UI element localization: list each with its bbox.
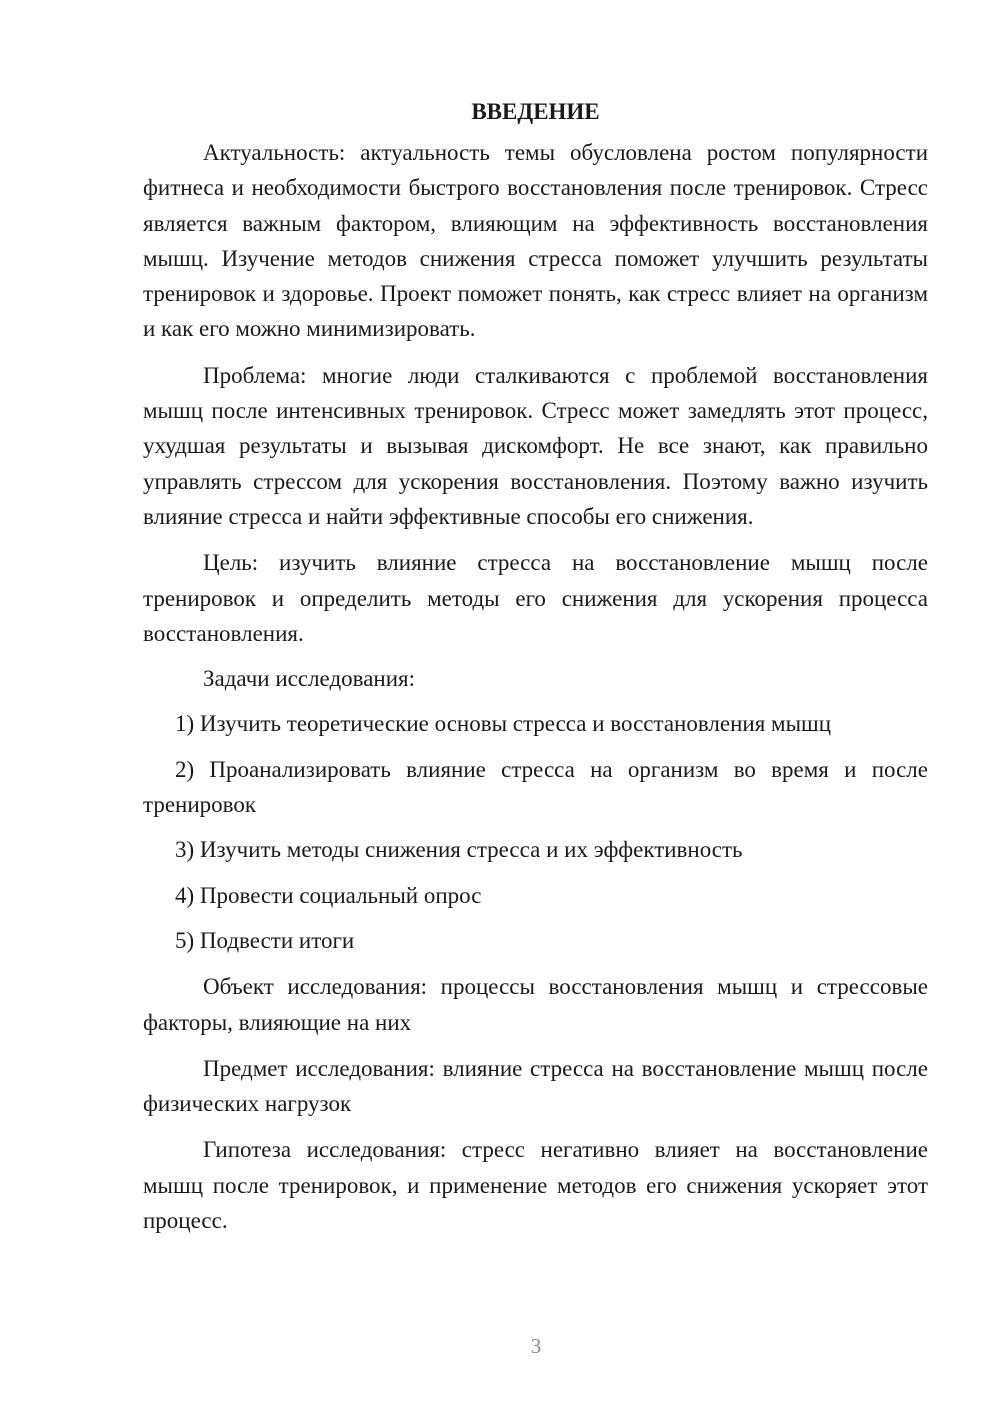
relevance-paragraph: Актуальность: актуальность темы обусловлена ростом популярности фитнеса и необходимости быстрого восстановления после тренировок. Стресс является важным фактором, влияющим на эффективность восстановления мышц. Изучение методов снижения стресса поможет улучшить результаты тренировок и здоровье. Проект поможет понять, как стресс влияет на организм и как его можно минимизировать.: [143, 140, 928, 342]
task-item: 4) Провести социальный опрос: [175, 882, 482, 908]
task-item: 3) Изучить методы снижения стресса и их эффективность: [175, 837, 743, 863]
tasks-title: Задачи исследования:: [203, 666, 416, 692]
hypothesis-paragraph: Гипотеза исследования: стресс негативно влияет на восстановление мышц после тренировок, и применение методов его снижения ускоряет этот процесс.: [143, 1137, 928, 1234]
task-item: 1) Изучить теоретические основы стресса и восстановления мышц: [175, 711, 832, 737]
page-content: [143, 94, 928, 1238]
problem-paragraph: Проблема: многие люди сталкиваются с проблемой восстановления мышц после интенсивных тренировок. Стресс может замедлять этот процесс, ухудшая результаты и вызывая дискомфорт. Не все знают, как правильно управлять стрессом для ускорения восстановления. Поэтому важно изучить влияние стресса и найти эффективные способы его снижения.: [143, 362, 928, 529]
object-paragraph: Объект исследования: процессы восстановления мышц и стрессовые факторы, влияющие на них: [143, 974, 928, 1035]
task-item: 2) Проанализировать влияние стресса на организм во время и после тренировок: [143, 756, 928, 818]
subject-paragraph: Предмет исследования: влияние стресса на восстановление мышц после физических нагрузок: [143, 1055, 928, 1117]
section-heading: ВВЕДЕНИЕ: [471, 99, 600, 124]
task-item: 5) Подвести итоги: [175, 927, 355, 953]
page-number: 3: [530, 1334, 542, 1358]
goal-paragraph: Цель: изучить влияние стресса на восстановление мышц после тренировок и определить методы его снижения для ускорения процесса восстановления.: [143, 550, 928, 646]
